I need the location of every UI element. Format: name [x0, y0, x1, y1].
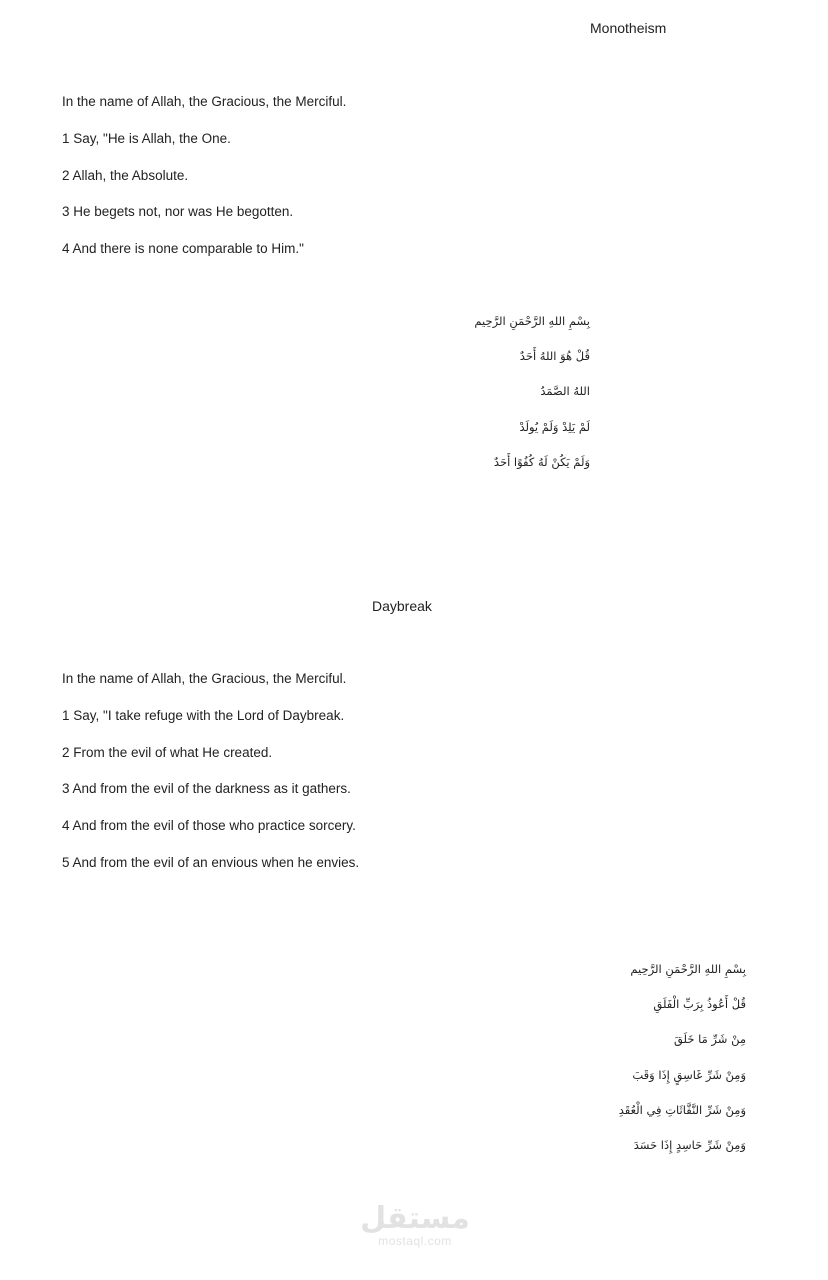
- arabic-verse: وَمِنْ شَرِّ النَّفَّاثَاتِ فِي الْعُقَدِ: [618, 1102, 746, 1117]
- english-verse: 1 Say, "He is Allah, the One.: [62, 130, 231, 146]
- english-verse: 3 And from the evil of the darkness as it gathers.: [62, 781, 351, 797]
- mostaql-watermark: [360, 1203, 470, 1247]
- english-verse: 4 And there is none comparable to Him.": [62, 241, 304, 257]
- arabic-verse: مِنْ شَرِّ مَا خَلَقَ: [673, 1032, 746, 1047]
- arabic-verses-monotheism: [474, 313, 590, 489]
- arabic-verse: بِسْمِ اللهِ الرَّحْمَنِ الرَّحِيم: [474, 314, 590, 328]
- english-verse: In the name of Allah, the Gracious, the Merciful.: [62, 94, 347, 109]
- english-verse: 1 Say, "I take refuge with the Lord of Daybreak.: [62, 707, 345, 723]
- watermark-url: mostaql.com: [378, 1234, 452, 1248]
- english-verses-monotheism: [62, 94, 346, 278]
- arabic-verse: بِسْمِ اللهِ الرَّحْمَنِ الرَّحِيم: [630, 962, 746, 976]
- arabic-verse: وَمِنْ شَرِّ حَاسِدٍ إِذَا حَسَدَ: [633, 1137, 746, 1152]
- arabic-verse: قُلْ أَعُوذُ بِرَبِّ الْفَلَقِ: [653, 997, 746, 1012]
- arabic-verse: وَمِنْ شَرِّ غَاسِقٍ إِذَا وَقَبَ: [632, 1067, 746, 1082]
- arabic-verse: قُلْ هُوَ اللهُ أَحَدٌ: [519, 349, 590, 364]
- english-verse: 2 Allah, the Absolute.: [62, 167, 189, 183]
- english-verse: 4 And from the evil of those who practice sorcery.: [62, 818, 356, 834]
- english-verse: 3 He begets not, nor was He begotten.: [62, 204, 294, 220]
- arabic-verse: وَلَمْ يَكُنْ لَهُ كُفُوًا أَحَدٌ: [493, 454, 590, 469]
- english-verses-daybreak: [62, 671, 359, 892]
- watermark-logo-arabic: مستقل: [360, 1201, 470, 1236]
- arabic-verse: اللهُ الصَّمَدُ: [540, 384, 590, 399]
- section-title-daybreak: Daybreak: [372, 598, 432, 614]
- section-title-monotheism: Monotheism: [590, 20, 667, 36]
- english-verse: 5 And from the evil of an envious when he envies.: [62, 854, 360, 870]
- english-verse: In the name of Allah, the Gracious, the Merciful.: [62, 671, 347, 686]
- arabic-verse: لَمْ يَلِدْ وَلَمْ يُولَدْ: [519, 419, 590, 434]
- arabic-verses-daybreak: [619, 961, 746, 1172]
- english-verse: 2 From the evil of what He created.: [62, 744, 273, 760]
